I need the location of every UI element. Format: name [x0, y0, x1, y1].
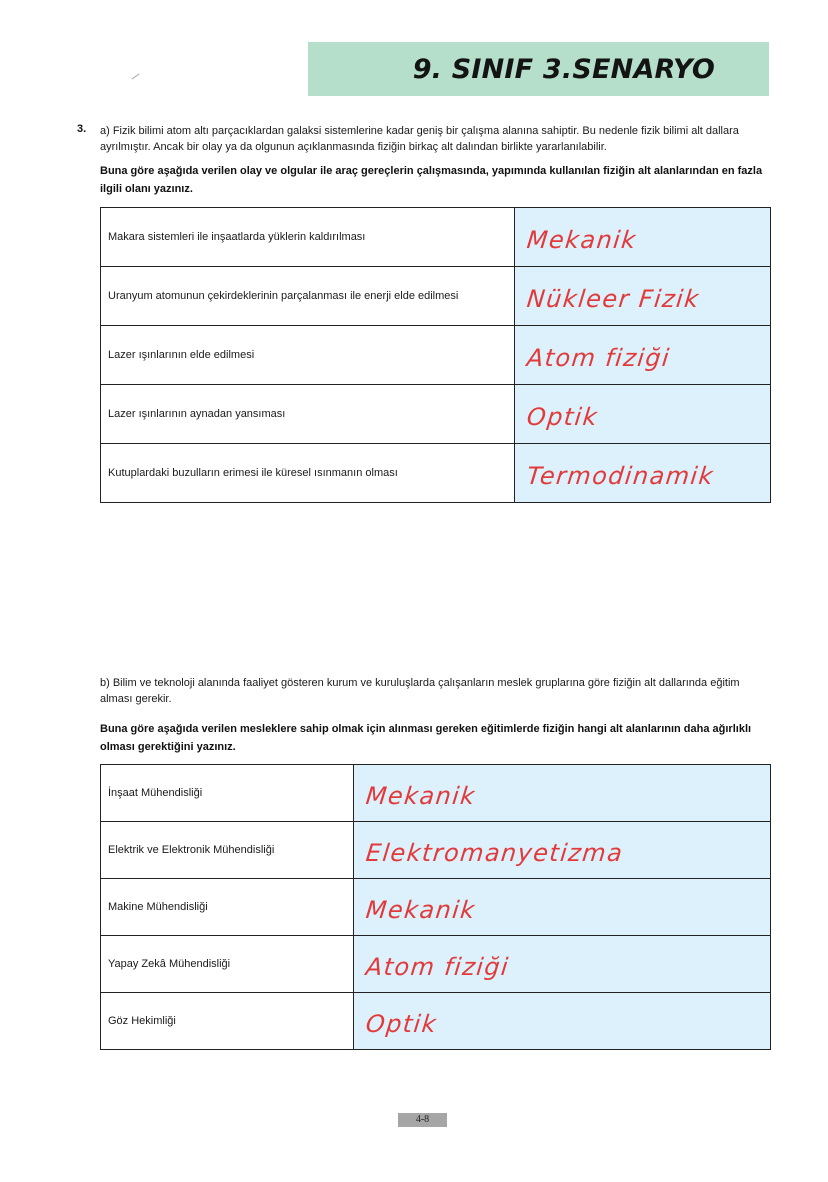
event-cell: Makara sistemleri ile inşaatlarda yüklerin kaldırılması	[101, 208, 515, 267]
handwritten-answer: Optik	[525, 403, 600, 431]
answer-cell[interactable]	[515, 444, 771, 503]
header-banner	[308, 42, 769, 96]
answer-cell[interactable]	[515, 385, 771, 444]
table-row	[101, 936, 771, 993]
handwritten-answer: Mekanik	[364, 782, 478, 810]
event-cell: Kutuplardaki buzulların erimesi ile küresel ısınmanın olması	[101, 444, 515, 503]
table-row	[101, 326, 771, 385]
event-cell: Uranyum atomunun çekirdeklerinin parçalanması ile enerji elde edilmesi	[101, 267, 515, 326]
handwritten-answer: Optik	[364, 1010, 439, 1038]
profession-cell: Elektrik ve Elektronik Mühendisliği	[101, 822, 354, 879]
handwritten-answer: Atom fiziği	[525, 344, 672, 372]
answer-cell[interactable]	[354, 993, 771, 1050]
page-number-badge: 4-8	[398, 1113, 447, 1127]
question-number: 3.	[77, 123, 87, 135]
handwritten-answer: Mekanik	[525, 226, 639, 254]
table-row	[101, 208, 771, 267]
event-cell: Lazer ışınlarının elde edilmesi	[101, 326, 515, 385]
profession-cell: İnşaat Mühendisliği	[101, 765, 354, 822]
part-a-table	[100, 207, 771, 503]
handwritten-answer: Mekanik	[364, 896, 478, 924]
answer-cell[interactable]	[354, 822, 771, 879]
table-row	[101, 993, 771, 1050]
part-a-intro: a) Fizik bilimi atom altı parçacıklardan galaksi sistemlerine kadar geniş bir çalışma alanına sahiptir. Bu nedenle fizik bilimi alt dallara ayrılmıştır. Ancak bir olay ya da olgunun açıklanmasında fiziğin birkaç alt dalından birlikte yararlanılabilir.	[100, 125, 739, 153]
profession-cell: Yapay Zekâ Mühendisliği	[101, 936, 354, 993]
profession-cell: Göz Hekimliği	[101, 993, 354, 1050]
table-row	[101, 765, 771, 822]
profession-cell: Makine Mühendisliği	[101, 879, 354, 936]
table-row	[101, 879, 771, 936]
part-a-instruction: Buna göre aşağıda verilen olay ve olgular ile araç gereçlerin çalışmasında, yapımında kullanılan fiziğin alt alanlarından en fazla ilgili olanı yazınız.	[100, 165, 763, 195]
answer-cell[interactable]	[515, 326, 771, 385]
event-cell: Lazer ışınlarının aynadan yansıması	[101, 385, 515, 444]
stray-mark	[132, 74, 140, 80]
answer-cell[interactable]	[354, 936, 771, 993]
answer-cell[interactable]	[354, 879, 771, 936]
part-b-instruction: Buna göre aşağıda verilen mesleklere sahip olmak için alınması gereken eğitimlerde fiziğin hangi alt alanlarının daha ağırlıklı olması gerektiğini yazınız.	[100, 723, 752, 753]
table-row	[101, 822, 771, 879]
table-row	[101, 444, 771, 503]
table-row	[101, 267, 771, 326]
handwritten-answer: Nükleer Fizik	[525, 285, 702, 313]
handwritten-answer: Elektromanyetizma	[364, 839, 625, 867]
table-row	[101, 385, 771, 444]
part-b-table	[100, 764, 771, 1050]
page-title: 9. SINIF 3.SENARYO	[412, 53, 715, 85]
part-b-intro: b) Bilim ve teknoloji alanında faaliyet gösteren kurum ve kuruluşlarda çalışanların meslek gruplarına göre fiziğin alt dallarında eğitim alması gerekir.	[100, 677, 740, 705]
answer-cell[interactable]	[515, 208, 771, 267]
handwritten-answer: Atom fiziği	[364, 953, 511, 981]
answer-cell[interactable]	[515, 267, 771, 326]
handwritten-answer: Termodinamik	[525, 462, 716, 490]
answer-cell[interactable]	[354, 765, 771, 822]
